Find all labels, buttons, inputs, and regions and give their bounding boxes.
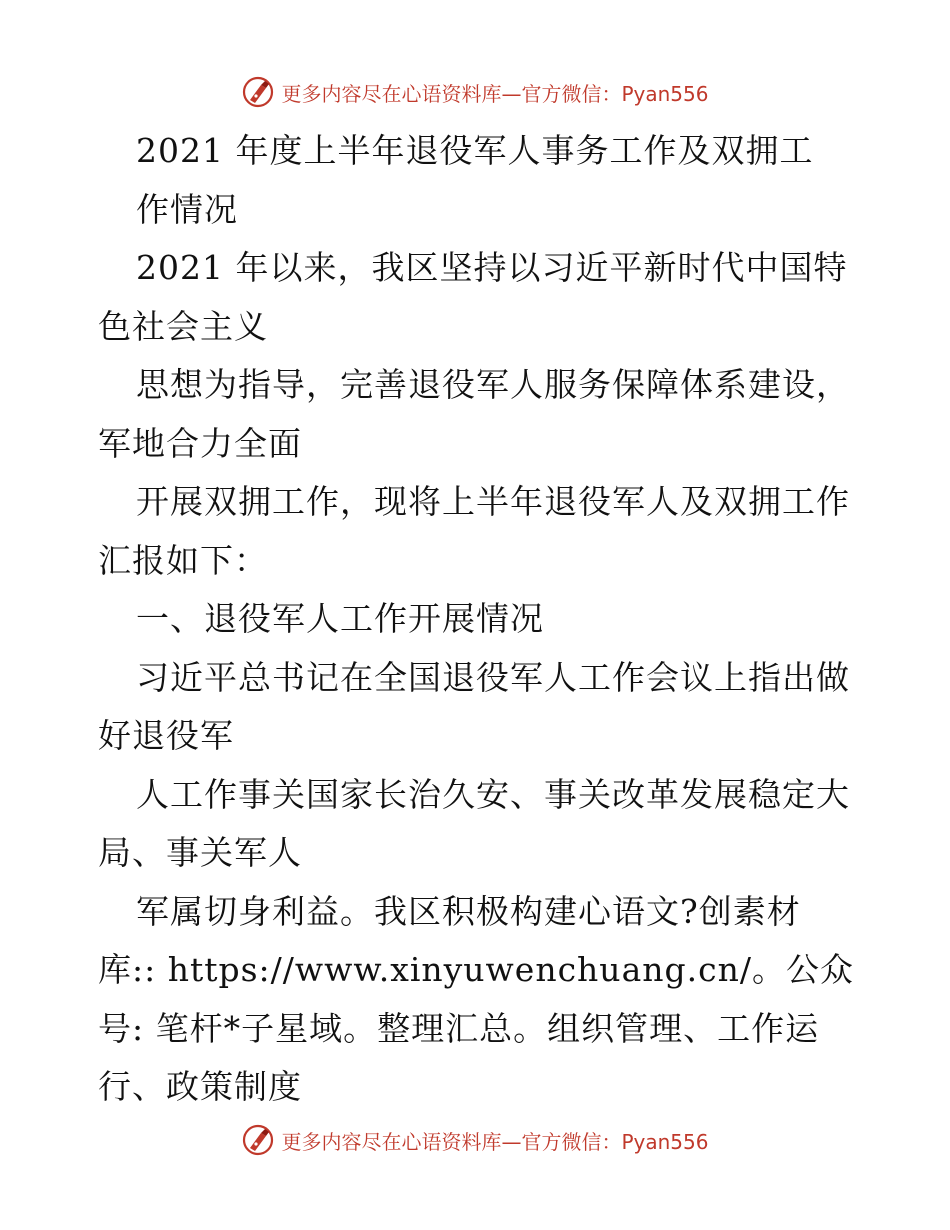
document-line: 2021 年以来，我区坚持以习近平新时代中国特 xyxy=(136,248,848,287)
document-line: 号: 笔杆*子星域。整理汇总。组织管理、工作运 xyxy=(98,1008,820,1048)
document-line: 库:: https://www.xinyuwenchuang.cn/。公众 xyxy=(98,950,854,989)
document-line: 2021 年度上半年退役军人事务工作及双拥工 xyxy=(136,131,814,170)
document-line: 人工作事关国家长治久安、事关改革发展稳定大 xyxy=(136,774,850,814)
footer-banner xyxy=(0,1120,950,1160)
document-line: 开展双拥工作，现将上半年退役军人及双拥工作 xyxy=(136,482,850,521)
document-line: 军属切身利益。我区积极构建心语文?创素材 xyxy=(136,891,801,931)
document-line: 汇报如下： xyxy=(98,540,268,580)
pen-nib-logo-icon xyxy=(241,1123,275,1157)
document-line: 局、事关军人 xyxy=(98,833,302,872)
document-line: 作情况 xyxy=(136,189,238,229)
document-line: 习近平总书记在全国退役军人工作会议上指出做 xyxy=(136,657,850,697)
header-banner xyxy=(0,72,950,112)
footer-banner-text: 更多内容尽在心语资料库—官方微信：Pyan556 xyxy=(281,1129,709,1154)
document-line: 好退役军 xyxy=(98,716,234,755)
pen-nib-logo-icon xyxy=(241,75,275,109)
document-line: 思想为指导，完善退役军人服务保障体系建设， xyxy=(136,365,850,404)
header-banner-text: 更多内容尽在心语资料库—官方微信：Pyan556 xyxy=(281,81,709,106)
document-line: 军地合力全面 xyxy=(98,423,302,463)
document-line: 行、政策制度 xyxy=(98,1067,302,1106)
document-body xyxy=(98,122,878,1117)
document-line: 色社会主义 xyxy=(98,306,268,346)
document-line: 一、退役军人工作开展情况 xyxy=(136,599,544,638)
